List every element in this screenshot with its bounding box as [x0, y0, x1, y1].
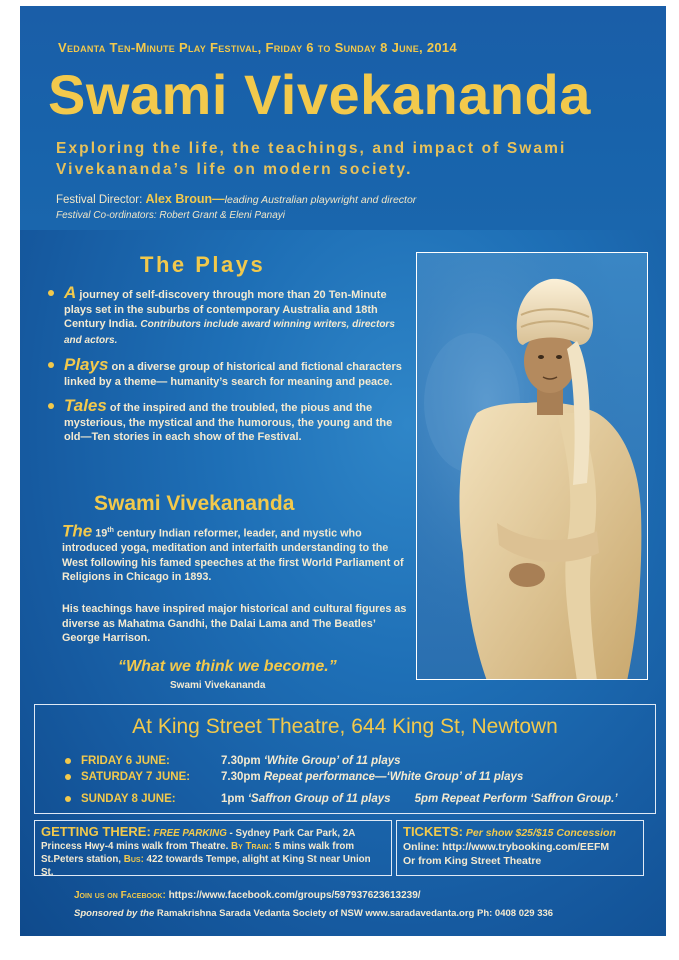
schedule-description: ‘Saffron Group of 11 plays — [247, 793, 391, 805]
item-lead-word: Plays — [64, 355, 109, 374]
sponsor-text: Ramakrishna Sarada Vedanta Society of NSW www.saradavedanta.org Ph: 0408 029 336 — [154, 908, 554, 919]
schedule-time: 7.30pm — [221, 771, 264, 783]
tickets-heading: TICKETS: — [403, 824, 463, 839]
schedule-day: SATURDAY 7 JUNE: — [81, 771, 191, 783]
schedule-description: ‘White Group’ of 11 plays — [263, 755, 401, 767]
biography-paragraph-1 — [62, 521, 412, 585]
biography-heading: Swami Vivekananda — [94, 492, 295, 515]
ordinal-suffix: th — [107, 527, 114, 534]
director-label: Festival Director: — [56, 194, 143, 206]
century-number: 19 — [92, 527, 108, 540]
bullet-icon — [48, 403, 54, 409]
item-lead-word: A — [64, 283, 77, 302]
bus-label: Bus: — [123, 854, 144, 865]
festival-poster — [20, 6, 666, 936]
schedule-row — [65, 793, 655, 805]
item-note: Contributors include award winning writers, directors and actors. — [64, 319, 395, 346]
getting-there-heading: GETTING THERE: — [41, 824, 151, 839]
bullet-icon — [48, 362, 54, 368]
facebook-line — [74, 890, 421, 901]
venue-title: At King Street Theatre, 644 King St, Newtown — [132, 715, 558, 738]
tickets-offline: Or from King Street Theatre — [403, 855, 542, 867]
item-lead-word: Tales — [64, 396, 107, 415]
tickets-online-link[interactable]: Online: http://www.trybooking.com/EEFM — [403, 841, 610, 853]
sponsor-label: Sponsored by the — [74, 908, 155, 919]
schedule-time: 1pm — [221, 793, 248, 805]
facebook-label: Join us on Facebook: — [74, 890, 166, 901]
schedule-day: FRIDAY 6 JUNE: — [81, 755, 170, 767]
schedule-description: Repeat performance—‘White Group’ of 11 plays — [263, 771, 524, 783]
free-parking-label: FREE PARKING — [153, 828, 227, 839]
sponsor-line — [74, 908, 553, 919]
swami-portrait-illustration — [417, 253, 648, 680]
item-text: of the inspired and the troubled, the pious and the mysterious, the mystical and the humorous, the young and the old—Ten stories in each show of the Festival. — [64, 402, 393, 443]
subtitle: Exploring the life, the teachings, and impact of Swami Vivekananda’s life on modern society. — [56, 140, 567, 178]
bus-text: 422 towards Tempe, alight at King St near Union St. — [41, 854, 371, 878]
train-label: By Train: — [231, 841, 272, 852]
quote: “What we think we become.” — [118, 658, 337, 675]
plays-heading: The Plays — [140, 252, 266, 277]
schedule-row — [65, 771, 655, 783]
bullet-icon — [65, 796, 71, 802]
tickets-box — [396, 820, 644, 876]
train-text: 5 mins walk from St.Peters station, — [41, 841, 355, 865]
bullet-icon — [48, 290, 54, 296]
festival-coordinators: Festival Co-ordinators: Robert Grant & Eleni Panayi — [56, 210, 285, 221]
ticket-price: Per show $25/$15 — [465, 827, 554, 839]
item-text: on a diverse group of historical and fictional characters linked by a theme— humanity’s search for meaning and peace. — [64, 361, 402, 388]
page-title: Swami Vivekananda — [48, 63, 591, 126]
bullet-icon — [65, 758, 71, 764]
biography-paragraph-2: His teachings have inspired major historical and cultural figures as diverse as Mahatma Gandhi, the Dalai Lama and The Beatles’ George Harrison. — [62, 603, 407, 644]
ticket-concession: Concession — [556, 827, 616, 839]
director-name: Alex Broun— — [145, 192, 225, 206]
quote-attribution: Swami Vivekananda — [170, 680, 266, 691]
schedule-day: SUNDAY 8 JUNE: — [81, 793, 176, 805]
list-item — [48, 355, 408, 389]
list-item — [48, 283, 408, 348]
bullet-icon — [65, 774, 71, 780]
festival-dates: Vedanta Ten-Minute Play Festival, Friday 6 to Sunday 8 June, 2014 — [58, 40, 457, 55]
facebook-link[interactable]: https://www.facebook.com/groups/597937623613239/ — [165, 890, 421, 901]
plays-list — [48, 283, 408, 455]
paragraph-text: century Indian reformer, leader, and mystic who introduced yoga, meditation and interfaith understanding to the West following his famed speeches at the first World Parliament of Religions in Chicago in 1893. — [62, 527, 404, 584]
venue-box — [34, 704, 656, 814]
director-description: leading Australian playwright and director — [224, 194, 417, 206]
schedule-extra: 5pm Repeat Perform ‘Saffron Group.’ — [414, 793, 618, 805]
list-item — [48, 396, 408, 445]
item-text: journey of self-discovery through more than 20 Ten-Minute plays set in the suburbs of contemporary Australia and 18th Century India. — [64, 289, 387, 330]
schedule-time: 7.30pm — [221, 755, 264, 767]
portrait-photo — [416, 252, 648, 680]
festival-director — [56, 192, 416, 206]
parking-text: - Sydney Park Car Park, 2A Princess Hwy-4 mins walk from Theatre. — [41, 828, 355, 852]
paragraph-lead-word: The — [62, 521, 93, 541]
schedule-row — [65, 755, 655, 767]
getting-there-box — [34, 820, 392, 876]
